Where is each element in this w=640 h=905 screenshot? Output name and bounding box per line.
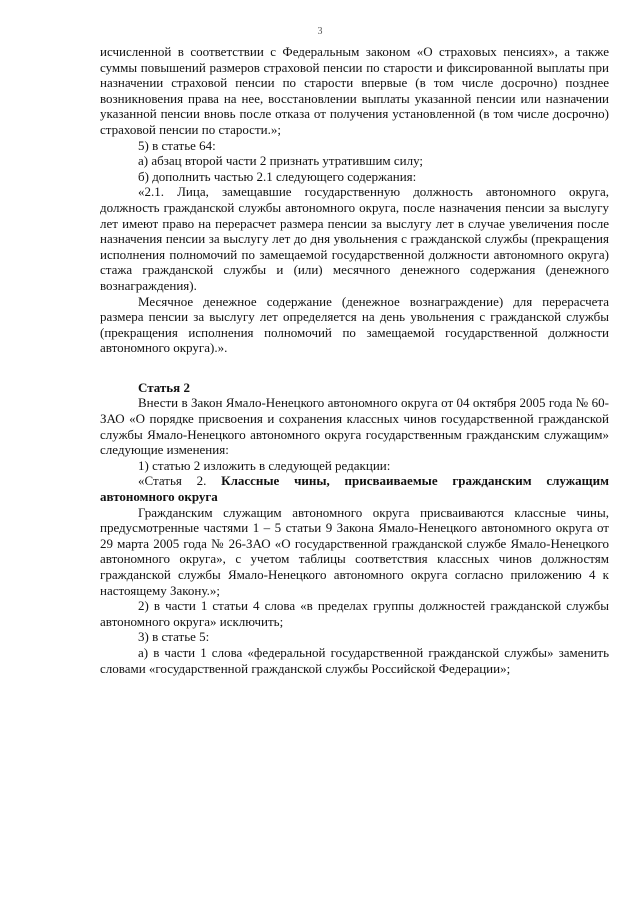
list-item-2: 2) в части 1 статьи 4 слова «в пределах группы должностей гражданской службы автономного округа» исключить; [100, 598, 609, 629]
list-item-1: 1) статью 2 изложить в следующей редакции: [138, 457, 391, 473]
section-gap [100, 356, 609, 380]
article-2-intro: Внести в Закон Ямало-Ненецкого автономного округа от 04 октября 2005 года № 60-ЗАО «О порядке присвоения и сохранения классных чинов государственной гражданской службы Ямало-Ненецкого автономного округа государственным гражданским служащим» следующие изменения: [100, 395, 609, 458]
article-2-new-title-prefix: «Статья 2. [138, 473, 222, 489]
article-2-new-title [100, 473, 609, 504]
list-item-3: 3) в статье 5: [138, 629, 210, 645]
article-2-new-title-bold: Классные чины, присваиваемые гражданским служащим автономного округа [100, 473, 609, 505]
paragraph-continuation: исчисленной в соответствии с Федеральным законом «О страховых пенсиях», а также суммы повышений размеров страховой пенсии по старости и фиксированной выплаты при назначении страховой пенсии по старости впервые (в том числе досрочно) позднее возникновения права на нее, восстановлении выплаты указанной пенсии или назначении указанной пенсии вновь после отказа от получения установленной (в том числе досрочно) страховой пенсии по старости.»; [100, 44, 609, 137]
subitem-a: а) абзац второй части 2 признать утратившим силу; [138, 153, 424, 169]
page-number: 3 [317, 26, 323, 37]
part-2-1-text: «2.1. Лица, замещавшие государственную должность автономного округа, должность гражданской службы автономного округа, после назначения пенсии за выслугу лет имеют право на перерасчет размера пенсии за выслугу лет в случае увеличения после назначения пенсии за выслугу лет до дня увольнения с гражданской службы (прекращения исполнения полномочий по замещаемой государственной должности автономного округа) стажа гражданской службы и (или) месячного денежного содержания (денежного вознаграждения). [100, 184, 609, 293]
document-body [100, 44, 609, 676]
class-ranks-paragraph: Гражданским служащим автономного округа присваиваются классные чины, предусмотренные частями 1 – 5 статьи 9 Закона Ямало-Ненецкого автономного округа от 29 марта 2005 года № 26-ЗАО «О государственной гражданской службе Ямало-Ненецкого автономного округа», с учетом таблицы соответствия классных чинов должностям гражданской службы Ямало-Ненецкого автономного округа согласно приложению 4 к настоящему Закону.»; [100, 504, 609, 598]
subitem-b: б) дополнить частью 2.1 следующего содержания: [138, 168, 417, 184]
salary-paragraph: Месячное денежное содержание (денежное вознаграждение) для перерасчета размера пенсии за выслугу лет определяется на день увольнения с гражданской службы (прекращения исполнения полномочий по замещаемой государственной должности автономного округа).». [100, 293, 609, 356]
list-item-5: 5) в статье 64: [138, 137, 216, 153]
article-2-heading: Статья 2 [138, 379, 190, 395]
subitem-a-article-5: а) в части 1 слова «федеральной государственной гражданской службы» заменить словами «государственной гражданской службы Российской Федерации»; [100, 644, 609, 676]
